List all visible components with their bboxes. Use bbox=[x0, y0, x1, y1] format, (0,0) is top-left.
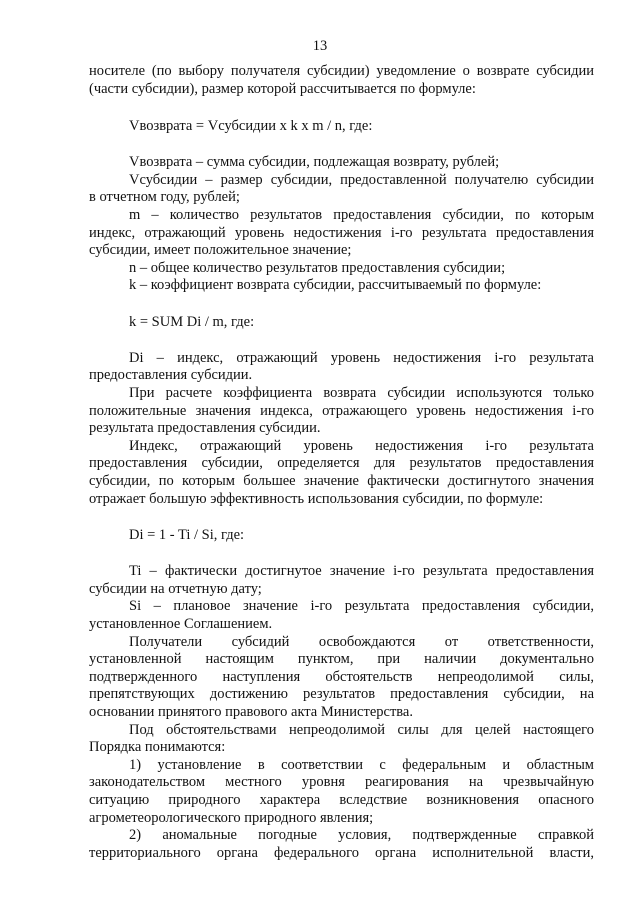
text-line: территориального органа федерального органа исполнительной власти, bbox=[89, 845, 594, 861]
text-line: в отчетном году, рублей; bbox=[89, 189, 240, 205]
text-line: положительные значения индекса, отражающего уровень недостижения i-го bbox=[89, 403, 594, 419]
text-line: Под обстоятельствами непреодолимой силы для целей настоящего bbox=[129, 722, 594, 738]
text-line: носителе (по выбору получателя субсидии) уведомление о возврате субсидии bbox=[89, 63, 594, 79]
text-line: (части субсидии), размер которой рассчитывается по формуле: bbox=[89, 81, 476, 97]
text-line: Получатели субсидий освобождаются от ответственности, bbox=[129, 634, 594, 650]
text-line: результата предоставления субсидии. bbox=[89, 420, 321, 436]
text-line: законодательством местного уровня реагирования на чрезвычайную bbox=[89, 774, 594, 790]
text-line: Индекс, отражающий уровень недостижения i-го результата bbox=[129, 438, 594, 454]
text-line: Vвозврата – сумма субсидии, подлежащая возврату, рублей; bbox=[129, 154, 500, 170]
text-line: m – количество результатов предоставления субсидии, по которым bbox=[129, 207, 594, 223]
text-line: Ti – фактически достигнутое значение i-го результата предоставления bbox=[129, 563, 594, 579]
text-line: установленной настоящим пунктом, при наличии документально bbox=[89, 651, 594, 667]
text-line: субсидии, по которым большее значение фактически достигнутого значения bbox=[89, 473, 594, 489]
text-line: Vсубсидии – размер субсидии, предоставленной получателю субсидии bbox=[129, 172, 594, 188]
formula-k: k = SUM Di / m, где: bbox=[129, 314, 255, 330]
text-line: предоставления субсидии, определяется для результатов предоставления bbox=[89, 455, 594, 471]
text-line: 1) установление в соответствии с федеральным и областным bbox=[129, 757, 594, 773]
text-line: субсидии на отчетную дату; bbox=[89, 581, 262, 597]
text-line: k – коэффициент возврата субсидии, рассчитываемый по формуле: bbox=[129, 277, 542, 293]
text-line: При расчете коэффициента возврата субсидии используются только bbox=[129, 385, 594, 401]
text-line: 2) аномальные погодные условия, подтвержденные справкой bbox=[129, 827, 594, 843]
text-line: Di – индекс, отражающий уровень недостижения i-го результата bbox=[129, 350, 594, 366]
text-line: ситуацию природного характера вследствие возникновения опасного bbox=[89, 792, 594, 808]
text-line: Si – плановое значение i-го результата предоставления субсидии, bbox=[129, 598, 594, 614]
text-line: субсидии, имеет положительное значение; bbox=[89, 242, 352, 258]
text-line: Порядка понимаются: bbox=[89, 739, 226, 755]
text-line: установленное Соглашением. bbox=[89, 616, 273, 632]
formula-v-return: Vвозврата = Vсубсидии x k x m / n, где: bbox=[129, 118, 373, 134]
formula-di: Di = 1 - Ti / Si, где: bbox=[129, 527, 245, 543]
text-line: препятствующих достижению результатов предоставления субсидии, на bbox=[89, 686, 594, 702]
text-line: отражает большую эффективность использования субсидии, по формуле: bbox=[89, 491, 544, 507]
text-line: основании принятого правового акта Министерства. bbox=[89, 704, 413, 720]
text-line: агрометеорологического природного явления; bbox=[89, 810, 374, 826]
text-line: предоставления субсидии. bbox=[89, 367, 253, 383]
text-line: подтвержденного наступления обстоятельств непреодолимой силы, bbox=[89, 669, 594, 685]
page-number: 13 bbox=[312, 38, 328, 54]
text-line: индекс, отражающий уровень недостижения i-го результата предоставления bbox=[89, 225, 594, 241]
text-line: n – общее количество результатов предоставления субсидии; bbox=[129, 260, 506, 276]
